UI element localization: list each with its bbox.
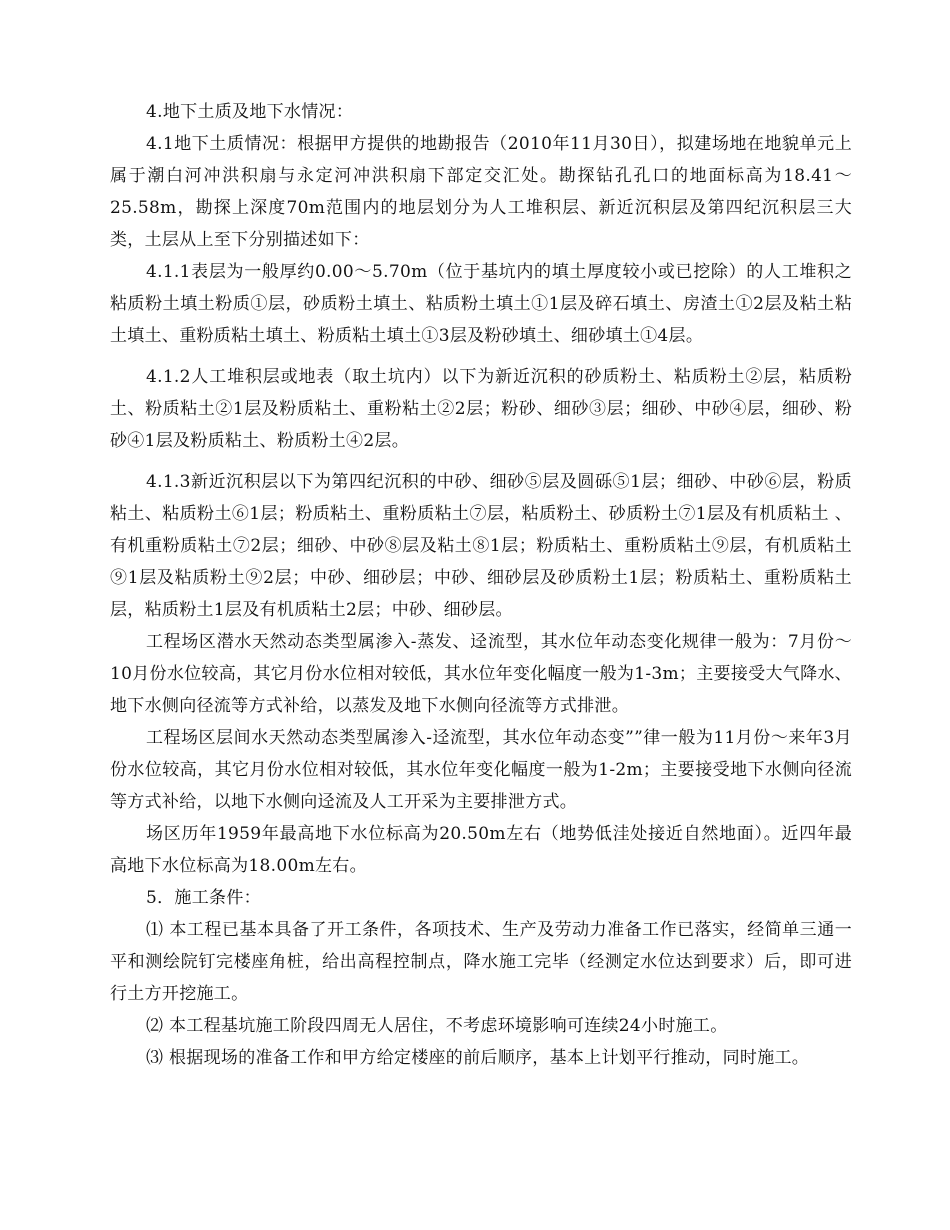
paragraph-4-1-1-surface-layer: 4.1.1表层为一般厚约0.00～5.70m（位于基坑内的填土厚度较小或已挖除）的人工堆积之粘质粉土填土粉质①层，砂质粉土填土、粘质粉土填土①1层及碎石填土、房渣土①2层及粘土粘土填土、重粉质粘土填土、粉质粘土填土①3层及粉砂填土、细砂填土①4层。 <box>110 262 852 346</box>
document-page <box>110 96 852 1074</box>
paragraph-4-1-2-recent-deposits: 4.1.2人工堆积层或地表（取土坑内）以下为新近沉积的砂质粉土、粘质粉土②层，粘质粉土、粉质粘土②1层及粉质粘土、重粉粘土②2层；粉砂、细砂③层；细砂、中砂④层，细砂、粉砂④1层及粉质粘土、粉质粉土④2层。 <box>110 367 852 451</box>
condition-item-2: ⑵ 本工程基坑施工阶段四周无人居住，不考虑环境影响可连续24小时施工。 <box>146 1016 728 1036</box>
condition-item-3: ⑶ 根据现场的准备工作和甲方给定楼座的前后顺序，基本上计划平行推动，同时施工。 <box>146 1048 810 1068</box>
paragraph-interlayer-water: 工程场区层间水天然动态类型属渗入-迳流型，其水位年动态变””律一般为11月份～来年3月份水位较高，其它月份水位相对较低，其水位年变化幅度一般为1-2m；主要接受地下水侧向径流等方式补给，以地下水侧向迳流及人工开采为主要排泄方式。 <box>110 728 852 812</box>
condition-item-1: ⑴ 本工程已基本具备了开工条件，各项技术、生产及劳动力准备工作已落实，经简单三通一平和测绘院钉完楼座角桩，给出高程控制点，降水施工完毕（经测定水位达到要求）后，即可进行土方开挖施工。 <box>110 920 852 1004</box>
section-5-heading: 5．施工条件： <box>146 888 261 908</box>
paragraph-4-1-3-quaternary-deposits: 4.1.3新近沉积层以下为第四纪沉积的中砂、细砂⑤层及圆砾⑤1层；细砂、中砂⑥层，粉质粘土、粘质粉土⑥1层；粉质粘土、重粉质粘土⑦层，粘质粉土、砂质粉土⑦1层及有机质粘土 、有机重粉质粘土⑦2层；细砂、中砂⑧层及粘土⑧1层；粉质粘土、重粉质粘土⑨层，有机质粘土⑨1层及粘质粉土⑨2层；中砂、细砂层；中砂、细砂层及砂质粉土1层；粉质粘土、重粉质粘土层，粘质粉土1层及有机质粘土2层；中砂、细砂层。 <box>110 472 852 620</box>
section-4-heading: 4.地下土质及地下水情况： <box>146 102 354 122</box>
paragraph-groundwater-levels: 场区历年1959年最高地下水位标高为20.50m左右（地势低洼处接近自然地面）。近四年最高地下水位标高为18.00m左右。 <box>110 824 852 876</box>
paragraph-phreatic-water: 工程场区潜水天然动态类型属渗入-蒸发、迳流型，其水位年动态变化规律一般为：7月份～10月份水位较高，其它月份水位相对较低，其水位年变化幅度一般为1-3m；主要接受大气降水、地下水侧向径流等方式补给，以蒸发及地下水侧向径流等方式排泄。 <box>110 632 852 716</box>
paragraph-4-1-soil-conditions: 4.1地下土质情况：根据甲方提供的地勘报告（2010年11月30日），拟建场地在地貌单元上属于潮白河冲洪积扇与永定河冲洪积扇下部定交汇处。勘探钻孔孔口的地面标高为18.41～25.58m，勘探上深度70m范围内的地层划分为人工堆积层、新近沉积层及第四纪沉积层三大类，土层从上至下分别描述如下： <box>110 134 852 250</box>
